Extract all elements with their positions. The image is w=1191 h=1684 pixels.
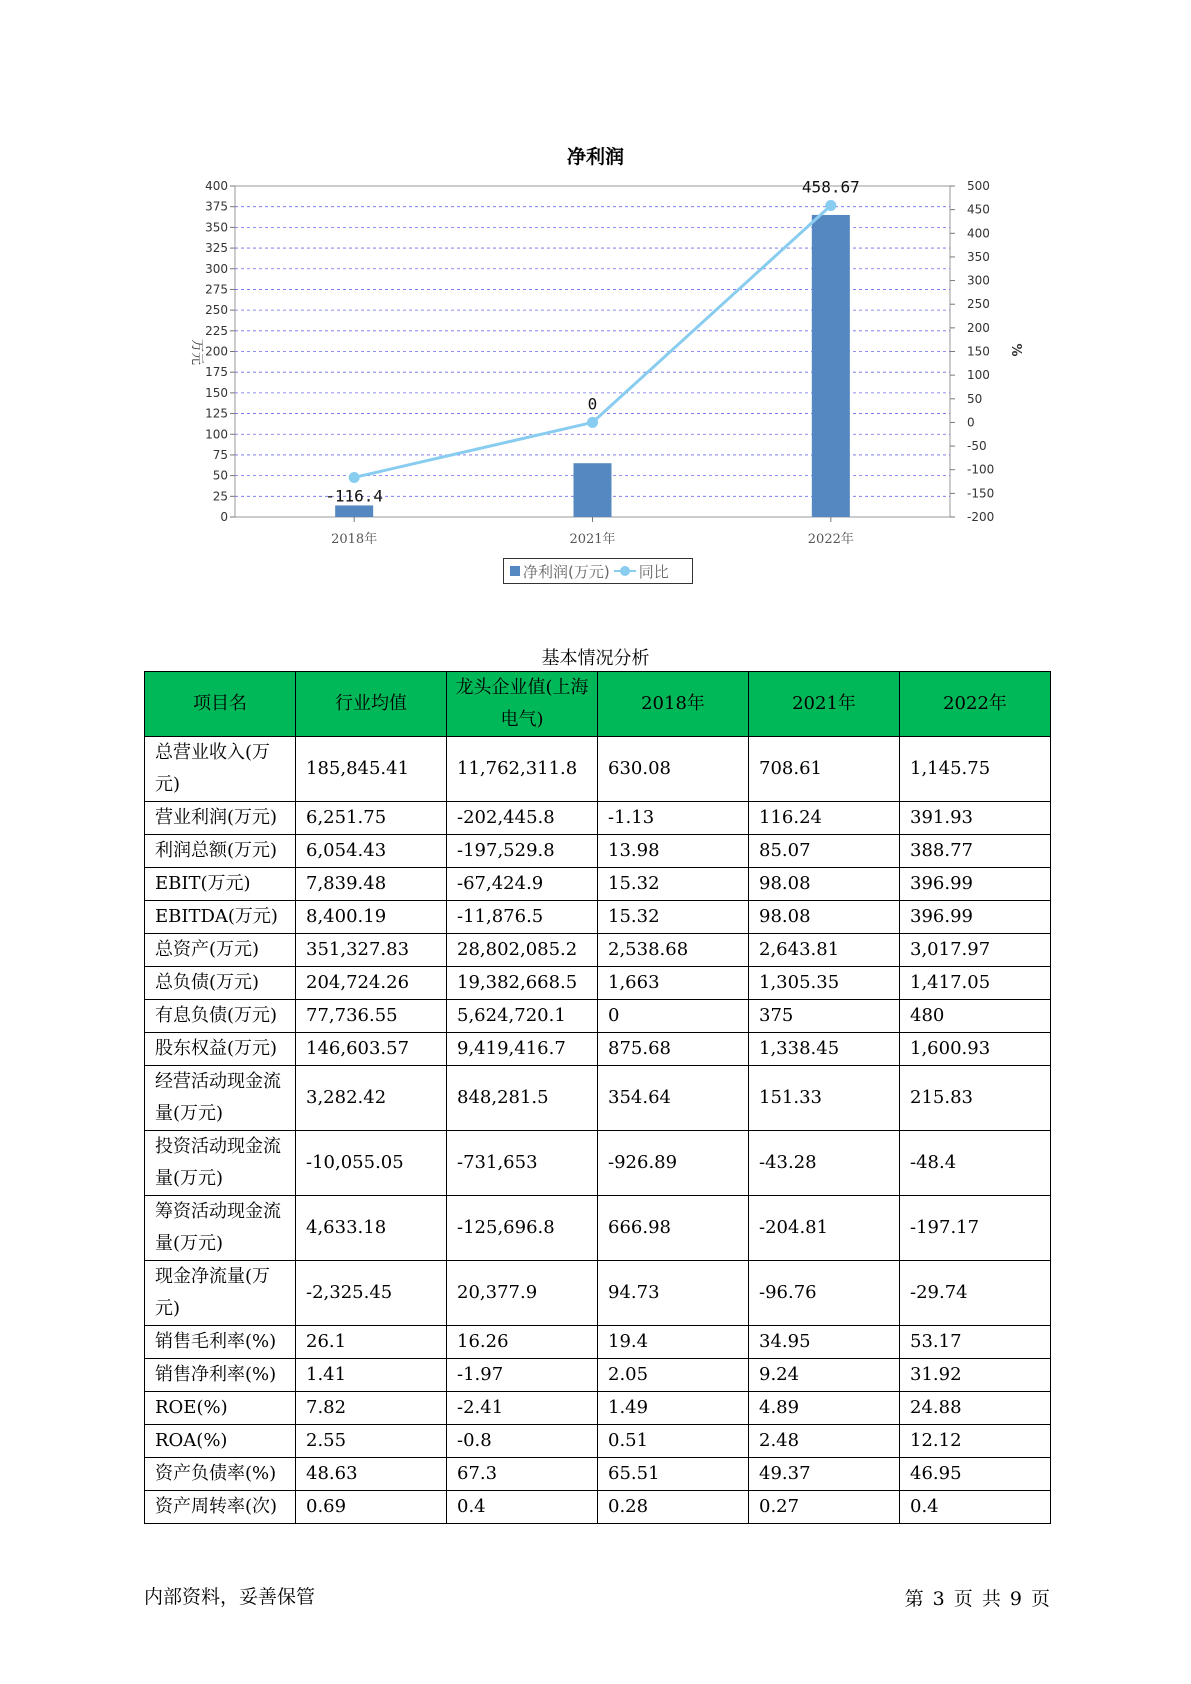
table-row bbox=[145, 1131, 1051, 1196]
table-cell: 0.51 bbox=[598, 1425, 749, 1458]
table-cell: 2,538.68 bbox=[598, 934, 749, 967]
table-cell: 151.33 bbox=[749, 1066, 900, 1131]
table-row bbox=[145, 802, 1051, 835]
footer-confidential-note: 内部资料，妥善保管 bbox=[144, 1586, 316, 1608]
table-cell: 77,736.55 bbox=[296, 1000, 447, 1033]
table-cell: -96.76 bbox=[749, 1261, 900, 1326]
table-body bbox=[145, 737, 1051, 1524]
y-tick-label: 0 bbox=[220, 510, 228, 524]
table-caption: 基本情况分析 bbox=[541, 648, 650, 669]
net-profit-chart bbox=[0, 0, 1191, 600]
table-cell: -731,653 bbox=[447, 1131, 598, 1196]
table-cell: 0.4 bbox=[900, 1491, 1051, 1524]
table-cell: 11,762,311.8 bbox=[447, 737, 598, 802]
table-cell: 1,305.35 bbox=[749, 967, 900, 1000]
y-tick-label: 150 bbox=[205, 385, 228, 400]
table-cell: 31.92 bbox=[900, 1359, 1051, 1392]
header-item-name: 项目名 bbox=[145, 672, 296, 737]
header-2022: 2022年 bbox=[900, 672, 1051, 737]
y-tick-label: 175 bbox=[205, 365, 228, 380]
y2-tick-label: 250 bbox=[967, 297, 990, 312]
row-label: 总资产(万元) bbox=[145, 934, 296, 967]
table-cell: 0.28 bbox=[598, 1491, 749, 1524]
row-label: 利润总额(万元) bbox=[145, 835, 296, 868]
table-cell: 204,724.26 bbox=[296, 967, 447, 1000]
table-cell: 351,327.83 bbox=[296, 934, 447, 967]
table-cell: 1,145.75 bbox=[900, 737, 1051, 802]
table-cell: 7.82 bbox=[296, 1392, 447, 1425]
table-cell: 94.73 bbox=[598, 1261, 749, 1326]
table-cell: 2.05 bbox=[598, 1359, 749, 1392]
table-cell: 5,624,720.1 bbox=[447, 1000, 598, 1033]
line-yoy bbox=[354, 206, 831, 478]
table-cell: 19.4 bbox=[598, 1326, 749, 1359]
table-row bbox=[145, 967, 1051, 1000]
x-tick-label: 2018年 bbox=[331, 532, 378, 547]
table-cell: -11,876.5 bbox=[447, 901, 598, 934]
table-cell: 3,017.97 bbox=[900, 934, 1051, 967]
table-cell: 28,802,085.2 bbox=[447, 934, 598, 967]
y-tick-label: 225 bbox=[205, 323, 228, 338]
table-row bbox=[145, 868, 1051, 901]
table-cell: 9,419,416.7 bbox=[447, 1033, 598, 1066]
row-label: ROA(%) bbox=[145, 1425, 296, 1458]
table-cell: -48.4 bbox=[900, 1131, 1051, 1196]
table-row bbox=[145, 1392, 1051, 1425]
row-label: 总负债(万元) bbox=[145, 967, 296, 1000]
y2-tick-label: 400 bbox=[967, 226, 990, 241]
row-label: 销售毛利率(%) bbox=[145, 1326, 296, 1359]
table-cell: -202,445.8 bbox=[447, 802, 598, 835]
point-yoy bbox=[587, 417, 598, 428]
basic-analysis-table bbox=[144, 671, 1051, 1524]
row-label: 有息负债(万元) bbox=[145, 1000, 296, 1033]
y-tick-label: 375 bbox=[205, 199, 228, 214]
table-cell: 6,054.43 bbox=[296, 835, 447, 868]
table-cell: 2.55 bbox=[296, 1425, 447, 1458]
chart-canvas bbox=[0, 0, 1191, 600]
table-row bbox=[145, 934, 1051, 967]
legend-label-yoy[interactable]: 同比 bbox=[638, 562, 669, 581]
table-cell: -204.81 bbox=[749, 1196, 900, 1261]
y-tick-label: 25 bbox=[212, 489, 228, 504]
table-cell: 7,839.48 bbox=[296, 868, 447, 901]
row-label: 投资活动现金流量(万元) bbox=[145, 1131, 296, 1196]
table-cell: -2.41 bbox=[447, 1392, 598, 1425]
row-label: 资产周转率(次) bbox=[145, 1491, 296, 1524]
y-tick-label: 350 bbox=[205, 220, 228, 235]
table-cell: -1.97 bbox=[447, 1359, 598, 1392]
point-yoy bbox=[825, 200, 836, 211]
row-label: 筹资活动现金流量(万元) bbox=[145, 1196, 296, 1261]
row-label: 总营业收入(万元) bbox=[145, 737, 296, 802]
y2-tick-label: 200 bbox=[967, 320, 990, 335]
table-cell: -67,424.9 bbox=[447, 868, 598, 901]
table-cell: 53.17 bbox=[900, 1326, 1051, 1359]
table-cell: 480 bbox=[900, 1000, 1051, 1033]
table-cell: 1.49 bbox=[598, 1392, 749, 1425]
legend-label-net-profit[interactable]: 净利润(万元) bbox=[523, 562, 610, 581]
table-cell: -926.89 bbox=[598, 1131, 749, 1196]
y-tick-label: 100 bbox=[205, 427, 228, 442]
table-cell: 9.24 bbox=[749, 1359, 900, 1392]
table-cell: 46.95 bbox=[900, 1458, 1051, 1491]
header-leader-value: 龙头企业值(上海电气) bbox=[447, 672, 598, 737]
table-cell: 116.24 bbox=[749, 802, 900, 835]
footer-page-number: 第 3 页 共 9 页 bbox=[904, 1588, 1050, 1610]
row-label: 经营活动现金流量(万元) bbox=[145, 1066, 296, 1131]
table-cell: 49.37 bbox=[749, 1458, 900, 1491]
bar-net-profit bbox=[574, 463, 612, 517]
table-cell: 848,281.5 bbox=[447, 1066, 598, 1131]
table-row bbox=[145, 1033, 1051, 1066]
data-label-yoy: -116.4 bbox=[325, 486, 384, 506]
y2-tick-label: -50 bbox=[967, 439, 987, 454]
table-cell: 396.99 bbox=[900, 868, 1051, 901]
y2-tick-label: 150 bbox=[967, 344, 990, 359]
y-tick-label: 125 bbox=[205, 406, 228, 421]
table-cell: -125,696.8 bbox=[447, 1196, 598, 1261]
row-label: EBITDA(万元) bbox=[145, 901, 296, 934]
table-cell: 26.1 bbox=[296, 1326, 447, 1359]
table-cell: 1,338.45 bbox=[749, 1033, 900, 1066]
y2-tick-label: -200 bbox=[967, 510, 995, 524]
table-cell: 98.08 bbox=[749, 868, 900, 901]
y-tick-label: 50 bbox=[212, 468, 228, 483]
table-row bbox=[145, 1000, 1051, 1033]
table-cell: 0 bbox=[598, 1000, 749, 1033]
table-cell: 1,600.93 bbox=[900, 1033, 1051, 1066]
header-2018: 2018年 bbox=[598, 672, 749, 737]
table-cell: 3,282.42 bbox=[296, 1066, 447, 1131]
table-cell: 65.51 bbox=[598, 1458, 749, 1491]
table-cell: 20,377.9 bbox=[447, 1261, 598, 1326]
table-cell: 1.41 bbox=[296, 1359, 447, 1392]
x-tick-label: 2021年 bbox=[569, 532, 616, 547]
y-tick-label: 400 bbox=[205, 179, 228, 193]
table-cell: 1,417.05 bbox=[900, 967, 1051, 1000]
y2-tick-label: -100 bbox=[967, 462, 995, 477]
y2-axis-label: % bbox=[1008, 343, 1023, 357]
row-label: 现金净流量(万元) bbox=[145, 1261, 296, 1326]
data-label-yoy: 0 bbox=[587, 394, 598, 414]
table-cell: 85.07 bbox=[749, 835, 900, 868]
row-label: 股东权益(万元) bbox=[145, 1033, 296, 1066]
table-cell: 15.32 bbox=[598, 901, 749, 934]
y-tick-label: 75 bbox=[212, 447, 228, 462]
table-cell: 4,633.18 bbox=[296, 1196, 447, 1261]
chart-title: 净利润 bbox=[566, 146, 624, 168]
y-tick-label: 200 bbox=[205, 344, 228, 359]
table-row bbox=[145, 1261, 1051, 1326]
y-tick-label: 275 bbox=[205, 282, 228, 297]
table-cell: 2,643.81 bbox=[749, 934, 900, 967]
table-cell: 67.3 bbox=[447, 1458, 598, 1491]
table-cell: 0.69 bbox=[296, 1491, 447, 1524]
table-cell: 34.95 bbox=[749, 1326, 900, 1359]
table-cell: 16.26 bbox=[447, 1326, 598, 1359]
table-cell: 146,603.57 bbox=[296, 1033, 447, 1066]
table-cell: -2,325.45 bbox=[296, 1261, 447, 1326]
y2-tick-label: 100 bbox=[967, 368, 990, 383]
table-row bbox=[145, 901, 1051, 934]
y2-tick-label: 450 bbox=[967, 202, 990, 217]
row-label: 销售净利率(%) bbox=[145, 1359, 296, 1392]
table-cell: 215.83 bbox=[900, 1066, 1051, 1131]
header-industry-avg: 行业均值 bbox=[296, 672, 447, 737]
table-cell: 666.98 bbox=[598, 1196, 749, 1261]
table-cell: -10,055.05 bbox=[296, 1131, 447, 1196]
table-header-row bbox=[145, 672, 1051, 737]
table-cell: 8,400.19 bbox=[296, 901, 447, 934]
table-cell: 48.63 bbox=[296, 1458, 447, 1491]
table-cell: 391.93 bbox=[900, 802, 1051, 835]
legend-bar-swatch bbox=[510, 566, 520, 576]
y2-tick-label: -150 bbox=[967, 486, 995, 501]
legend-line-swatch bbox=[614, 566, 636, 576]
table-cell: -1.13 bbox=[598, 802, 749, 835]
y2-tick-label: 300 bbox=[967, 273, 990, 288]
table-cell: 708.61 bbox=[749, 737, 900, 802]
table-row bbox=[145, 1066, 1051, 1131]
table-cell: 15.32 bbox=[598, 868, 749, 901]
table-row bbox=[145, 737, 1051, 802]
bar-net-profit bbox=[812, 215, 850, 517]
point-yoy bbox=[349, 472, 360, 483]
table-cell: 6,251.75 bbox=[296, 802, 447, 835]
table-cell: 98.08 bbox=[749, 901, 900, 934]
table-cell: 396.99 bbox=[900, 901, 1051, 934]
table-row bbox=[145, 1326, 1051, 1359]
y2-tick-label: 50 bbox=[967, 391, 983, 406]
table-cell: 1,663 bbox=[598, 967, 749, 1000]
y-axis-label: 万元 bbox=[189, 338, 204, 366]
table-cell: -29.74 bbox=[900, 1261, 1051, 1326]
table-cell: 2.48 bbox=[749, 1425, 900, 1458]
y-tick-label: 300 bbox=[205, 261, 228, 276]
row-label: 营业利润(万元) bbox=[145, 802, 296, 835]
table-row bbox=[145, 1458, 1051, 1491]
header-2021: 2021年 bbox=[749, 672, 900, 737]
y2-tick-label: 350 bbox=[967, 249, 990, 264]
y-tick-label: 325 bbox=[205, 241, 228, 256]
table-cell: 0.27 bbox=[749, 1491, 900, 1524]
table-row bbox=[145, 1359, 1051, 1392]
row-label: ROE(%) bbox=[145, 1392, 296, 1425]
table-cell: 875.68 bbox=[598, 1033, 749, 1066]
table-cell: 0.4 bbox=[447, 1491, 598, 1524]
table-cell: 24.88 bbox=[900, 1392, 1051, 1425]
chart-legend[interactable] bbox=[503, 558, 693, 584]
row-label: 资产负债率(%) bbox=[145, 1458, 296, 1491]
table-row bbox=[145, 1425, 1051, 1458]
table-cell: 630.08 bbox=[598, 737, 749, 802]
bar-net-profit bbox=[335, 505, 373, 517]
table-cell: -197.17 bbox=[900, 1196, 1051, 1261]
table-row bbox=[145, 1491, 1051, 1524]
table-cell: -43.28 bbox=[749, 1131, 900, 1196]
table-cell: 12.12 bbox=[900, 1425, 1051, 1458]
row-label: EBIT(万元) bbox=[145, 868, 296, 901]
y-tick-label: 250 bbox=[205, 303, 228, 318]
table-row bbox=[145, 1196, 1051, 1261]
table-cell: 388.77 bbox=[900, 835, 1051, 868]
table-cell: 19,382,668.5 bbox=[447, 967, 598, 1000]
table-cell: 4.89 bbox=[749, 1392, 900, 1425]
y2-tick-label: 0 bbox=[967, 415, 975, 430]
data-label-yoy: 458.67 bbox=[801, 177, 860, 197]
table-row bbox=[145, 835, 1051, 868]
table-cell: -0.8 bbox=[447, 1425, 598, 1458]
table-cell: 185,845.41 bbox=[296, 737, 447, 802]
table-cell: -197,529.8 bbox=[447, 835, 598, 868]
table-cell: 375 bbox=[749, 1000, 900, 1033]
table-cell: 13.98 bbox=[598, 835, 749, 868]
table-cell: 354.64 bbox=[598, 1066, 749, 1131]
x-tick-label: 2022年 bbox=[807, 532, 854, 547]
y2-tick-label: 500 bbox=[967, 179, 990, 193]
